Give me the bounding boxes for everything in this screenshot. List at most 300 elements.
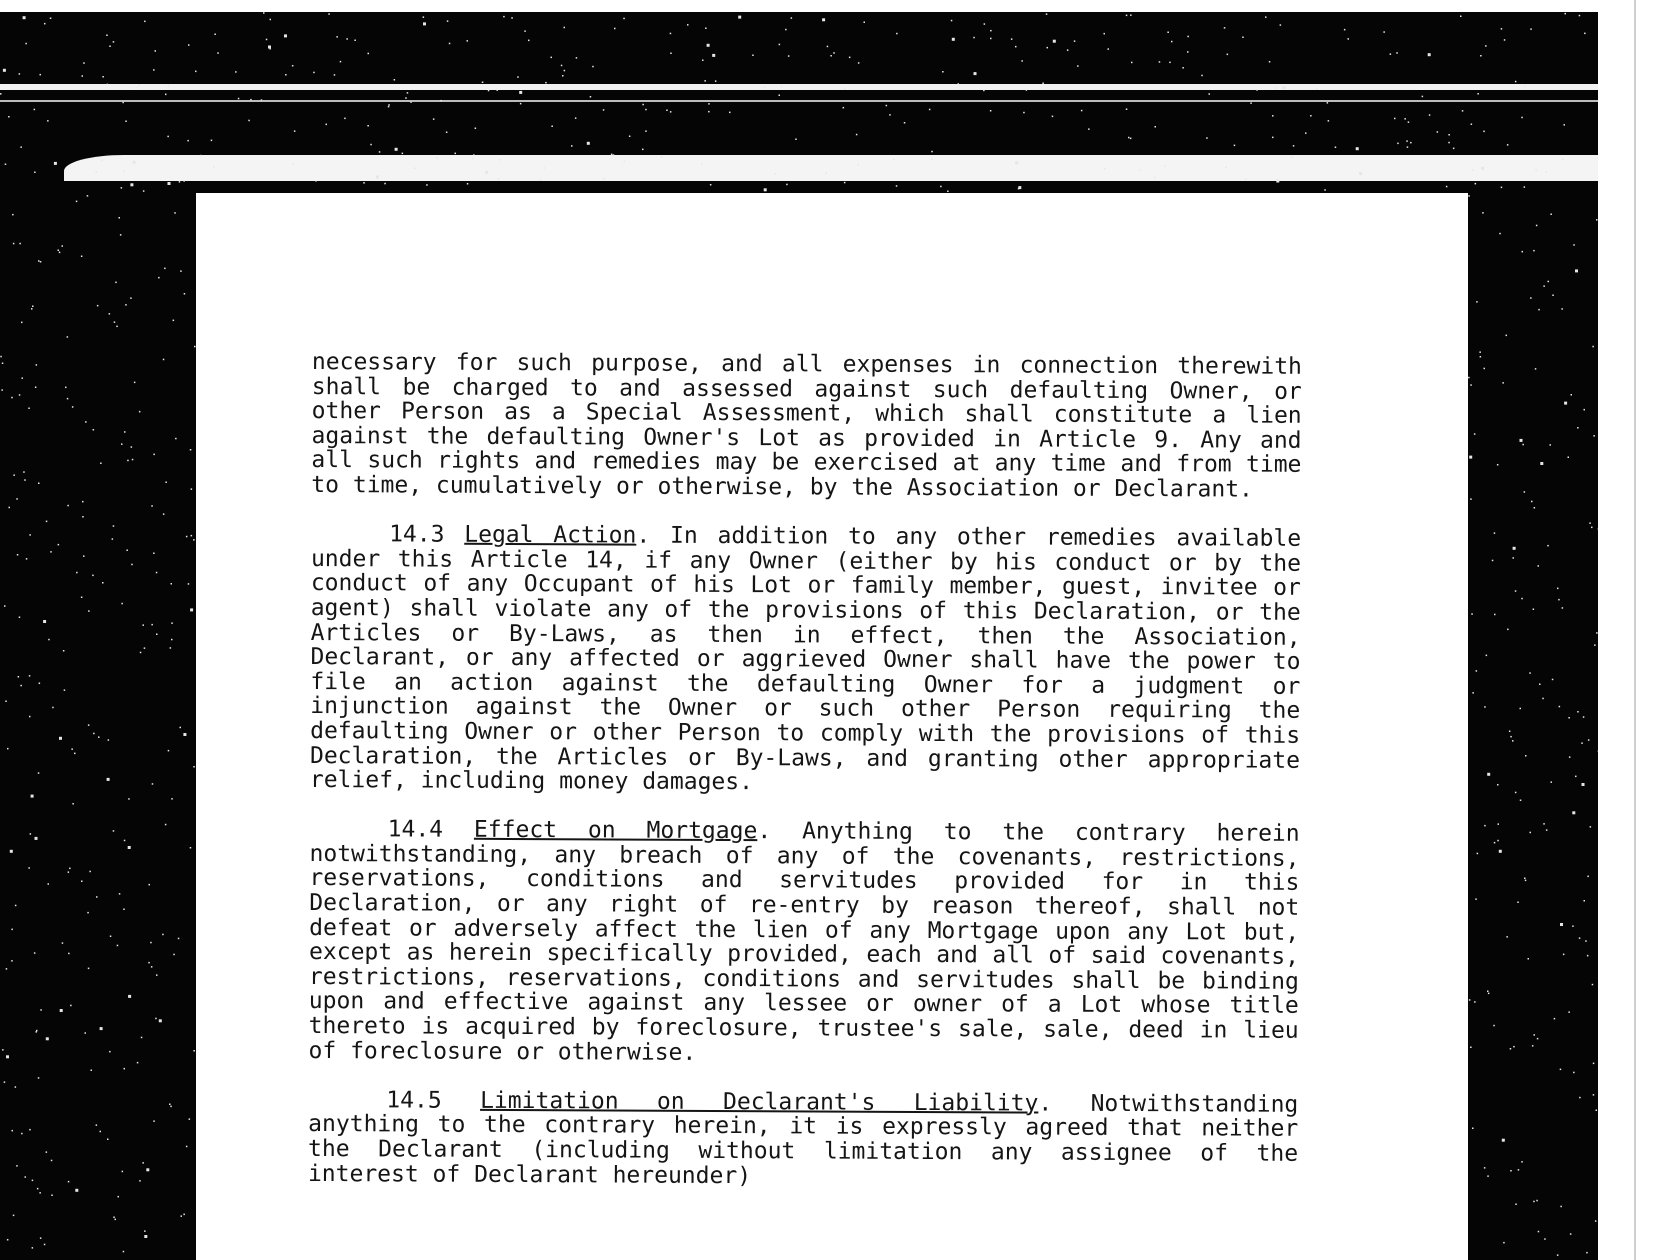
noise-speck [786, 184, 788, 186]
noise-speck [152, 783, 154, 785]
noise-speck [708, 103, 710, 105]
noise-speck [1535, 368, 1537, 370]
noise-speck [138, 85, 140, 87]
section-heading: Effect on Mortgage [473, 817, 758, 845]
noise-speck [779, 44, 781, 46]
noise-speck [200, 155, 202, 157]
noise-speck [164, 268, 166, 270]
noise-speck [87, 195, 89, 197]
noise-speck [81, 256, 83, 258]
noise-speck [144, 21, 146, 23]
noise-speck [1584, 33, 1586, 35]
noise-speck [315, 180, 317, 182]
noise-speck [32, 306, 34, 308]
noise-speck [1453, 148, 1455, 150]
noise-speck [485, 171, 488, 174]
noise-speck [1476, 301, 1478, 303]
noise-speck [141, 1037, 143, 1039]
noise-speck [82, 501, 84, 503]
noise-speck [93, 429, 95, 431]
noise-speck [28, 867, 30, 869]
noise-speck [1429, 114, 1431, 116]
noise-speck [3, 69, 6, 72]
noise-speck [1469, 999, 1471, 1001]
noise-speck [1485, 45, 1487, 47]
noise-speck [153, 1120, 155, 1122]
noise-speck [34, 172, 36, 174]
noise-speck [1234, 145, 1236, 147]
noise-speck [1494, 842, 1496, 844]
noise-speck [193, 1050, 195, 1052]
noise-speck [1530, 297, 1532, 299]
noise-speck [446, 132, 448, 134]
noise-speck [1531, 501, 1533, 503]
noise-speck [1544, 1238, 1546, 1240]
noise-speck [1470, 384, 1472, 386]
noise-speck [376, 175, 379, 178]
noise-speck [1564, 124, 1566, 126]
noise-speck [983, 90, 985, 92]
noise-speck [36, 1031, 38, 1033]
noise-speck [62, 942, 64, 944]
noise-speck [779, 95, 781, 97]
section-14-4 [309, 817, 1300, 1068]
noise-speck [238, 98, 240, 100]
noise-speck [1250, 102, 1252, 104]
noise-speck [106, 35, 108, 37]
noise-speck [123, 171, 125, 173]
noise-speck [1469, 456, 1472, 459]
noise-speck [134, 382, 136, 384]
noise-speck [191, 535, 193, 537]
noise-speck [551, 126, 553, 128]
noise-speck [119, 217, 121, 219]
noise-speck [1577, 711, 1579, 713]
noise-speck [1522, 251, 1524, 253]
noise-speck [1468, 195, 1470, 197]
noise-speck [128, 846, 131, 849]
noise-speck [1437, 131, 1439, 133]
noise-speck [849, 57, 851, 59]
noise-speck [1579, 1097, 1581, 1099]
noise-speck [1344, 29, 1346, 31]
noise-speck [590, 96, 592, 98]
noise-speck [528, 40, 530, 42]
noise-speck [1272, 115, 1274, 117]
paragraph-continuation [311, 350, 1302, 502]
noise-speck [139, 411, 141, 413]
noise-speck [20, 146, 22, 148]
noise-speck [165, 94, 167, 96]
noise-speck [587, 142, 590, 145]
noise-speck [100, 463, 102, 465]
noise-speck [1591, 527, 1593, 529]
noise-speck [604, 178, 606, 180]
noise-speck [929, 109, 931, 111]
noise-speck [171, 639, 173, 641]
noise-speck [184, 293, 186, 295]
noise-speck [44, 1244, 46, 1246]
noise-speck [496, 89, 498, 91]
noise-speck [165, 824, 167, 826]
noise-speck [81, 881, 83, 883]
noise-speck [31, 308, 33, 310]
noise-speck [1536, 1200, 1538, 1202]
noise-speck [137, 1062, 139, 1064]
noise-speck [1534, 507, 1536, 509]
noise-speck [174, 212, 176, 214]
noise-speck [1539, 684, 1541, 686]
noise-speck [1497, 464, 1499, 466]
noise-speck [1593, 1094, 1595, 1096]
noise-speck [629, 136, 631, 138]
noise-speck [93, 733, 95, 735]
noise-speck [92, 575, 94, 577]
noise-speck [16, 1165, 18, 1167]
noise-speck [7, 1239, 8, 1241]
noise-speck [1394, 118, 1396, 120]
noise-speck [100, 1131, 102, 1133]
noise-speck [68, 953, 70, 955]
noise-speck [1524, 186, 1526, 188]
noise-speck [856, 134, 858, 136]
noise-speck [37, 1188, 39, 1190]
noise-speck [1593, 1063, 1595, 1065]
noise-speck [1481, 167, 1484, 170]
noise-speck [1585, 940, 1587, 942]
noise-speck [1521, 598, 1523, 600]
noise-speck [76, 572, 78, 574]
noise-speck [827, 46, 829, 48]
noise-speck [707, 44, 710, 47]
noise-speck [388, 104, 390, 106]
noise-speck [29, 534, 31, 536]
noise-speck [1428, 53, 1431, 56]
noise-speck [1356, 147, 1359, 150]
noise-speck [843, 107, 845, 109]
noise-speck [97, 305, 99, 307]
noise-speck [1023, 112, 1024, 114]
noise-speck [28, 408, 30, 410]
section-14-3 [310, 522, 1301, 797]
noise-speck [1053, 40, 1056, 43]
noise-speck [19, 394, 21, 396]
noise-speck [292, 65, 294, 67]
noise-speck [173, 320, 175, 322]
noise-speck [9, 507, 11, 509]
noise-speck [472, 158, 474, 160]
noise-speck [153, 553, 155, 555]
noise-speck [715, 80, 717, 82]
noise-speck [153, 69, 155, 71]
noise-speck [96, 1124, 98, 1126]
noise-speck [1390, 53, 1392, 55]
noise-speck [414, 168, 416, 170]
noise-speck [1335, 147, 1337, 149]
noise-speck [1293, 145, 1295, 147]
noise-speck [455, 153, 457, 155]
noise-speck [363, 182, 365, 184]
noise-speck [1594, 644, 1596, 646]
noise-speck [702, 60, 704, 62]
noise-speck [155, 1018, 157, 1020]
noise-speck [1480, 55, 1482, 57]
noise-speck [1292, 156, 1294, 158]
section-number: 14.3 [389, 521, 445, 548]
noise-speck [96, 896, 98, 898]
noise-speck [190, 847, 192, 849]
noise-speck [1276, 180, 1279, 183]
noise-speck [1592, 346, 1594, 348]
noise-speck [85, 1032, 87, 1034]
noise-speck [1497, 840, 1499, 842]
noise-speck [248, 120, 250, 122]
noise-speck [190, 449, 192, 451]
noise-speck [23, 16, 26, 19]
noise-speck [1472, 692, 1474, 694]
noise-speck [1324, 189, 1326, 191]
noise-speck [545, 82, 547, 84]
noise-speck [1397, 143, 1399, 145]
noise-speck [1524, 491, 1526, 493]
noise-speck [113, 525, 115, 527]
noise-speck [163, 359, 165, 361]
noise-speck [1550, 444, 1552, 446]
noise-speck [171, 583, 173, 585]
noise-speck [155, 50, 157, 52]
noise-speck [1042, 83, 1044, 85]
noise-speck [29, 675, 31, 677]
noise-speck [65, 387, 67, 389]
noise-speck [1242, 37, 1244, 39]
noise-speck [52, 707, 54, 709]
noise-speck [58, 544, 60, 546]
noise-speck [1530, 832, 1532, 834]
document-body [308, 350, 1302, 1216]
noise-speck [102, 582, 104, 584]
noise-speck [1327, 102, 1329, 104]
noise-speck [128, 995, 131, 998]
noise-speck [984, 23, 986, 25]
noise-speck [1227, 54, 1229, 56]
noise-speck [1026, 89, 1028, 91]
noise-speck [193, 766, 195, 768]
noise-speck [16, 498, 18, 500]
noise-speck [1582, 783, 1585, 786]
noise-speck [1486, 655, 1488, 657]
scan-edge-line [1634, 0, 1636, 1260]
noise-speck [214, 166, 216, 168]
noise-speck [1524, 878, 1526, 880]
noise-speck [1276, 87, 1278, 89]
noise-speck [1497, 784, 1499, 786]
section-heading: Limitation on Declarant's Liability [480, 1087, 1039, 1117]
noise-speck [764, 87, 766, 89]
noise-speck [1104, 33, 1106, 35]
noise-speck [1011, 38, 1013, 40]
noise-speck [109, 313, 111, 315]
noise-speck [1571, 394, 1573, 396]
noise-speck [785, 29, 787, 31]
noise-speck [130, 297, 132, 299]
noise-speck [1522, 444, 1524, 446]
noise-speck [170, 1106, 172, 1108]
noise-speck [2, 1049, 4, 1051]
noise-speck [1515, 81, 1517, 83]
noise-speck [1169, 62, 1171, 64]
noise-speck [561, 65, 563, 67]
noise-speck [59, 737, 62, 740]
noise-speck [1131, 62, 1133, 64]
noise-speck [1507, 144, 1509, 146]
noise-speck [32, 1247, 33, 1249]
noise-speck [156, 634, 158, 636]
noise-speck [8, 116, 10, 118]
noise-speck [29, 716, 31, 718]
noise-speck [1492, 560, 1494, 562]
noise-speck [113, 830, 115, 832]
noise-speck [1126, 15, 1128, 17]
noise-speck [1547, 545, 1549, 547]
noise-speck [173, 954, 175, 956]
noise-speck [1269, 61, 1271, 63]
noise-speck [1018, 186, 1021, 189]
noise-speck [150, 942, 152, 944]
noise-speck [72, 803, 74, 805]
noise-speck [12, 1130, 14, 1132]
noise-speck [1503, 1242, 1505, 1244]
noise-speck [121, 187, 123, 189]
noise-speck [1536, 225, 1538, 227]
noise-speck [1587, 876, 1589, 878]
noise-speck [1579, 937, 1581, 939]
noise-speck [482, 82, 484, 84]
noise-speck [13, 474, 15, 476]
noise-speck [499, 159, 501, 161]
noise-speck [263, 12, 265, 14]
noise-speck [38, 260, 40, 262]
noise-speck [47, 120, 49, 122]
noise-speck [1487, 1175, 1489, 1177]
noise-speck [130, 183, 133, 186]
noise-speck [1159, 61, 1161, 63]
section-14-5 [308, 1088, 1298, 1191]
noise-speck [46, 1151, 48, 1153]
noise-speck [701, 163, 703, 165]
noise-speck [163, 513, 165, 515]
noise-speck [168, 750, 170, 752]
noise-speck [21, 1133, 23, 1135]
noise-speck [81, 597, 83, 599]
noise-speck [1559, 706, 1561, 708]
noise-speck [284, 34, 287, 37]
noise-speck [467, 40, 469, 42]
noise-speck [974, 72, 977, 75]
noise-speck [712, 54, 715, 57]
noise-speck [1504, 39, 1506, 41]
noise-speck [1448, 142, 1450, 144]
noise-speck [1209, 93, 1211, 95]
noise-speck [1477, 853, 1479, 855]
noise-speck [21, 322, 23, 324]
noise-speck [1482, 212, 1484, 214]
noise-speck [0, 93, 2, 95]
noise-speck [156, 572, 158, 574]
noise-speck [38, 1077, 40, 1079]
noise-speck [26, 558, 28, 560]
noise-speck [1047, 47, 1049, 49]
noise-speck [942, 71, 944, 73]
noise-speck [1575, 269, 1578, 272]
noise-speck [1510, 736, 1512, 738]
noise-speck [708, 111, 710, 113]
noise-speck [1564, 402, 1567, 405]
noise-speck [1479, 351, 1481, 353]
noise-speck [1484, 368, 1486, 370]
noise-speck [122, 1171, 124, 1173]
noise-speck [858, 62, 860, 64]
noise-speck [498, 178, 500, 180]
noise-speck [36, 1030, 38, 1032]
noise-speck [186, 536, 188, 538]
noise-speck [1520, 800, 1522, 802]
noise-speck [368, 53, 370, 55]
noise-speck [32, 1180, 34, 1182]
noise-speck [1550, 214, 1552, 216]
noise-speck [293, 163, 295, 165]
noise-speck [1552, 679, 1554, 681]
noise-speck [1472, 1128, 1474, 1130]
noise-speck [13, 243, 15, 245]
scan-margin [1598, 0, 1664, 1260]
noise-speck [83, 62, 85, 64]
noise-speck [38, 772, 40, 774]
noise-speck [1462, 110, 1464, 112]
noise-speck [1589, 522, 1591, 524]
noise-speck [1480, 356, 1482, 358]
noise-speck [661, 156, 663, 158]
noise-speck [50, 18, 52, 20]
noise-speck [1476, 670, 1478, 672]
noise-speck [1595, 1220, 1597, 1222]
noise-speck [115, 1219, 117, 1221]
noise-speck [76, 201, 78, 203]
noise-speck [183, 733, 186, 736]
noise-speck [189, 1118, 191, 1120]
noise-speck [19, 617, 21, 619]
noise-speck [1565, 13, 1567, 15]
noise-speck [285, 74, 287, 76]
noise-speck [1513, 547, 1516, 550]
noise-speck [624, 161, 626, 163]
noise-speck [180, 270, 182, 272]
noise-speck [1538, 1231, 1540, 1233]
noise-speck [1015, 46, 1017, 48]
noise-speck [1521, 1161, 1523, 1163]
noise-speck [1468, 377, 1470, 379]
noise-speck [214, 34, 216, 36]
noise-speck [1540, 462, 1543, 465]
noise-speck [1534, 1034, 1536, 1036]
noise-speck [1498, 823, 1500, 825]
noise-speck [20, 685, 22, 687]
noise-speck [1524, 85, 1526, 87]
noise-speck [71, 748, 73, 750]
noise-speck [67, 505, 69, 507]
noise-speck [687, 24, 689, 26]
noise-speck [169, 1104, 171, 1106]
noise-speck [191, 488, 193, 490]
